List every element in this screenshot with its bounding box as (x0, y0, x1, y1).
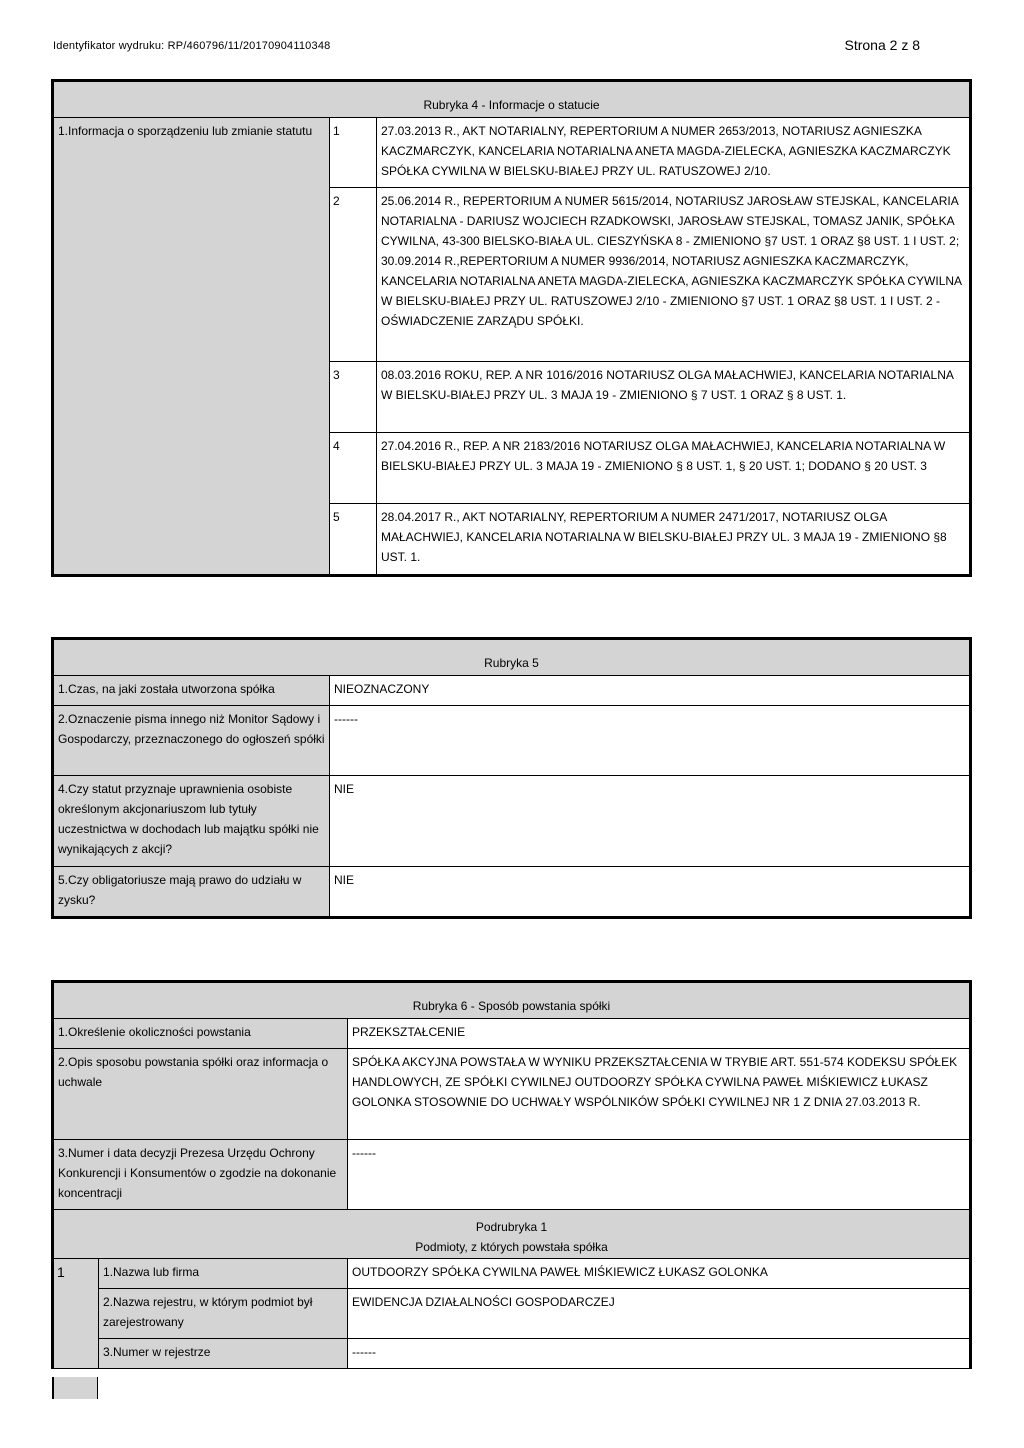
field-label: 1.Informacja o sporządzeniu lub zmianie statutu (54, 118, 330, 575)
field-label: 1.Nazwa lub firma (99, 1259, 348, 1289)
entry-text-part: 25.06.2014 R., REPERTORIUM A NUMER 5615/2014, NOTARIUSZ JAROSŁAW STEJSKAL, KANCELARIA NOTARIALNA - DARIUSZ WOJCIECH RZADKOWSKI, JAROSŁAW STEJSKAL, TOMASZ JANIK, SPÓŁKA CYWILNA, 43-300 BIELSKO-BIAŁA UL. CIESZYŃSKA 8 - ZMIENIONO §7 UST. 1 ORAZ §8 UST. 1 I UST. 2; (381, 194, 960, 248)
field-label: 1.Określenie okoliczności powstania (54, 1019, 348, 1049)
section-rubryka-6 (51, 980, 972, 1369)
field-label: 5.Czy obligatoriusze mają prawo do udziału w zysku? (54, 867, 330, 917)
field-value: NIEOZNACZONY (330, 676, 970, 706)
field-value: PRZEKSZTAŁCENIE (348, 1019, 970, 1049)
subsection-title (54, 1210, 970, 1259)
section-rubryka-4 (51, 79, 972, 577)
entry-text: 28.04.2017 R., AKT NOTARIALNY, REPERTORIUM A NUMER 2471/2017, NOTARIUSZ OLGA MAŁACHWIEJ, KANCELARIA NOTARIALNA W BIELSKU-BIAŁEJ PRZY UL. 3 MAJA 19 - ZMIENIONO §8 UST. 1. (377, 504, 970, 575)
field-label: 3.Numer i data decyzji Prezesa Urzędu Ochrony Konkurencji i Konsumentów o zgodzie na dokonanie koncentracji (54, 1140, 348, 1210)
entry-text: 27.03.2013 R., AKT NOTARIALNY, REPERTORIUM A NUMER 2653/2013, NOTARIUSZ AGNIESZKA KACZMARCZYK, KANCELARIA NOTARIALNA ANETA MAGDA-ZIELECKA, AGNIESZKA KACZMARCZYK SPÓŁKA CYWILNA W BIELSKU-BIAŁEJ PRZY UL. RATUSZOWEJ 2/10. (377, 118, 970, 188)
field-value: NIE (330, 776, 970, 867)
entry-number: 4 (330, 433, 377, 504)
page-number: Strona 2 z 8 (844, 37, 920, 53)
field-value: EWIDENCJA DZIAŁALNOŚCI GOSPODARCZEJ (348, 1289, 970, 1339)
print-identifier: Identyfikator wydruku: RP/460796/11/20170904110348 (53, 40, 331, 52)
section-title: Rubryka 6 - Sposób powstania spółki (54, 983, 970, 1019)
field-label: 2.Opis sposobu powstania spółki oraz informacja o uchwale (54, 1049, 348, 1140)
field-value: NIE (330, 867, 970, 917)
entry-number: 2 (330, 188, 377, 362)
entry-text-part: 30.09.2014 R.,REPERTORIUM A NUMER 9936/2014, NOTARIUSZ AGNIESZKA KACZMARCZYK, KANCELARIA NOTARIALNA ANETA MAGDA-ZIELECKA, AGNIESZKA KACZMARCZYK SPÓŁKA CYWILNA W BIELSKU-BIAŁEJ PRZY UL. RATUSZOWEJ 2/10 - ZMIENIONO §7 UST. 1 ORAZ §8 UST. 1 I UST. 2 - OŚWIADCZENIE ZARZĄDU SPÓŁKI. (381, 254, 962, 328)
entry-text: 27.04.2016 R., REP. A NR 2183/2016 NOTARIUSZ OLGA MAŁACHWIEJ, KANCELARIA NOTARIALNA W BIELSKU-BIAŁEJ PRZY UL. 3 MAJA 19 - ZMIENIONO § 8 UST. 1, § 20 UST. 1; DODANO § 20 UST. 3 (377, 433, 970, 504)
field-label: 2.Oznaczenie pisma innego niż Monitor Sądowy i Gospodarczy, przeznaczonego do ogłoszeń spółki (54, 706, 330, 776)
section-title: Rubryka 4 - Informacje o statucie (54, 82, 970, 118)
field-value: OUTDOORZY SPÓŁKA CYWILNA PAWEŁ MIŚKIEWICZ ŁUKASZ GOLONKA (348, 1259, 970, 1289)
continuation-line (97, 1377, 98, 1399)
field-value: SPÓŁKA AKCYJNA POWSTAŁA W WYNIKU PRZEKSZTAŁCENIA W TRYBIE ART. 551-574 KODEKSU SPÓŁEK HANDLOWYCH, ZE SPÓŁKI CYWILNEJ OUTDOORZY SPÓŁKA CYWILNA PAWEŁ MIŚKIEWICZ ŁUKASZ GOLONKA STOSOWNIE DO UCHWAŁY WSPÓLNIKÓW SPÓŁKI CYWILNEJ NR 1 Z DNIA 27.03.2013 R. (348, 1049, 970, 1140)
entry-text (377, 188, 970, 362)
field-label: 3.Numer w rejestrze (99, 1339, 348, 1369)
field-value: ------ (348, 1140, 970, 1210)
continuation-strip (52, 1377, 97, 1399)
subsection-title-line: Podmioty, z których powstała spółka (415, 1240, 608, 1254)
section-title: Rubryka 5 (54, 640, 970, 676)
section-rubryka-5 (51, 637, 972, 919)
entry-text: 08.03.2016 ROKU, REP. A NR 1016/2016 NOTARIUSZ OLGA MAŁACHWIEJ, KANCELARIA NOTARIALNA W BIELSKU-BIAŁEJ PRZY UL. 3 MAJA 19 - ZMIENIONO § 7 UST. 1 ORAZ § 8 UST. 1. (377, 362, 970, 433)
entry-number: 1 (330, 118, 377, 188)
field-label: 4.Czy statut przyznaje uprawnienia osobiste określonym akcjonariuszom lub tytuły uczestnictwa w dochodach lub majątku spółki nie wynikających z akcji? (54, 776, 330, 867)
subsection-title-line: Podrubryka 1 (475, 1220, 548, 1234)
field-value: ------ (330, 706, 970, 776)
entry-number: 5 (330, 504, 377, 575)
field-label: 1.Czas, na jaki została utworzona spółka (54, 676, 330, 706)
field-value: ------ (348, 1339, 970, 1369)
field-label: 2.Nazwa rejestru, w którym podmiot był zarejestrowany (99, 1289, 348, 1339)
subject-number: 1 (54, 1259, 99, 1369)
entry-number: 3 (330, 362, 377, 433)
